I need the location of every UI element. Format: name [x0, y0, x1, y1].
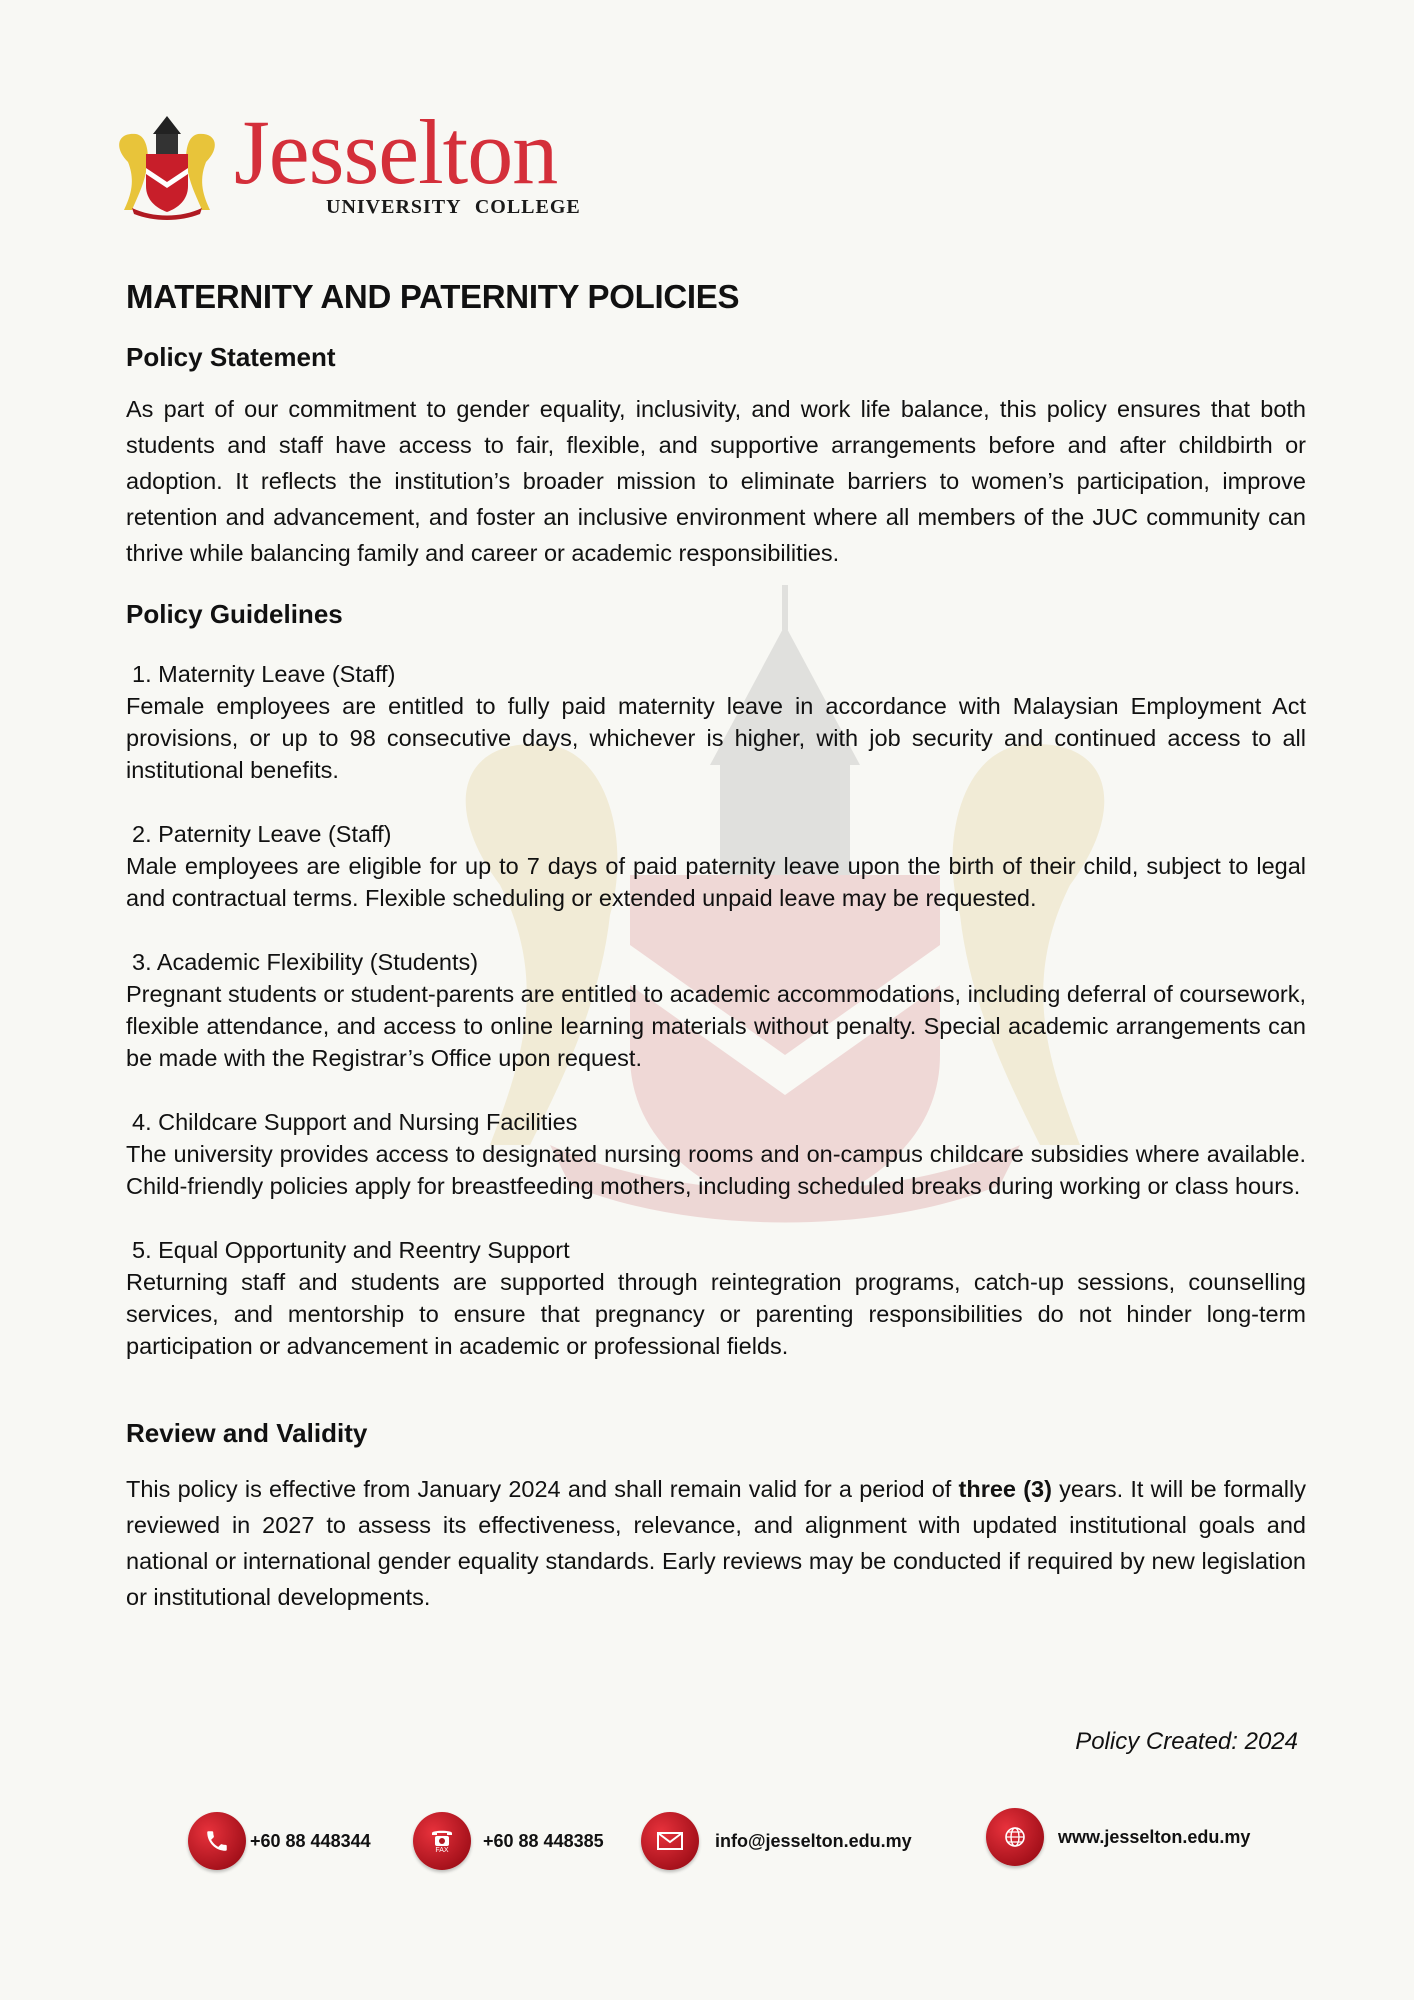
guideline-title: 3. Academic Flexibility (Students): [132, 949, 479, 975]
brand-name: Jesselton: [234, 101, 558, 203]
page-title: MATERNITY AND PATERNITY POLICIES: [126, 278, 740, 315]
section-text: As part of our commitment to gender equality, inclusivity, and work life balance, this policy ensures that both students and staff have access to fair, flexible, and supportive arrangements before and after childbirth or adoption. It reflects the institution’s broader mission to eliminate barriers to women’s participation, improve retention and advancement, and foster an inclusive environment where all members of the JUC community can thrive while balancing family and career or academic responsibilities.: [126, 396, 1306, 566]
globe-icon: [986, 1808, 1044, 1866]
contact-text: www.jesselton.edu.my: [1058, 1826, 1251, 1847]
crest-icon: [108, 112, 226, 220]
footer-contacts: [0, 1812, 1414, 1872]
policy-guidelines-section: [126, 599, 1306, 1362]
guideline-item: [126, 818, 1306, 914]
guideline-text: Returning staff and students are supported through reintegration programs, catch-up sessions, counselling services, and mentorship to ensure that pregnancy or parenting responsibilities do not hinder long-term participation or advancement in academic or professional fields.: [126, 1269, 1306, 1359]
contact-phone[interactable]: [188, 1812, 371, 1870]
fax-icon: [413, 1812, 471, 1870]
guideline-item: [126, 1234, 1306, 1362]
guideline-item: [126, 946, 1306, 1074]
contact-email[interactable]: [641, 1812, 912, 1870]
brand-subtitle: UNIVERSITY COLLEGE: [326, 196, 581, 218]
policy-statement-section: [126, 342, 1306, 571]
guideline-item: [126, 658, 1306, 786]
contact-fax[interactable]: [413, 1812, 604, 1870]
guideline-title: 5. Equal Opportunity and Reentry Support: [132, 1237, 570, 1263]
email-icon: [641, 1812, 699, 1870]
contact-text: +60 88 448385: [483, 1830, 604, 1851]
fax-label: FAX: [435, 1847, 449, 1854]
contact-text: +60 88 448344: [250, 1830, 371, 1851]
review-validity-section: [126, 1418, 1306, 1615]
contact-website[interactable]: [986, 1808, 1250, 1866]
policy-document: [126, 278, 1306, 1615]
guideline-text: Female employees are entitled to fully paid maternity leave in accordance with Malaysian Employment Act provisions, or up to 98 consecutive days, whichever is higher, with job security and continued access to all institutional benefits.: [126, 693, 1306, 783]
section-heading: Policy Statement: [126, 342, 336, 372]
guideline-title: 1. Maternity Leave (Staff): [132, 661, 396, 687]
university-logo: [108, 101, 588, 224]
section-heading: Policy Guidelines: [126, 599, 343, 629]
review-text-before: This policy is effective from January 2024 and shall remain valid for a period of: [126, 1476, 959, 1502]
policy-created-date: Policy Created: 2024: [1075, 1728, 1298, 1755]
review-text-bold: three (3): [958, 1476, 1052, 1502]
contact-text: info@jesselton.edu.my: [715, 1830, 912, 1851]
phone-icon: [188, 1812, 246, 1870]
guideline-text: Male employees are eligible for up to 7 days of paid paternity leave upon the birth of their child, subject to legal and contractual terms. Flexible scheduling or extended unpaid leave may be requested.: [126, 853, 1306, 911]
guideline-item: [126, 1106, 1306, 1202]
guideline-text: The university provides access to designated nursing rooms and on-campus childcare subsidies where available. Child-friendly policies apply for breastfeeding mothers, including scheduled breaks during working or class hours.: [126, 1141, 1306, 1199]
section-heading: Review and Validity: [126, 1418, 368, 1448]
guideline-text: Pregnant students or student-parents are entitled to academic accommodations, including deferral of coursework, flexible attendance, and access to online learning materials without penalty. Special academic arrangements can be made with the Registrar’s Office upon request.: [126, 981, 1306, 1071]
review-text-after: years. It will be formally reviewed in 2027 to assess its effectiveness, relevance, and alignment with updated institutional goals and national or international gender equality standards. Early reviews may be conducted if required by new legislation or institutional developments.: [126, 1476, 1307, 1610]
guideline-title: 4. Childcare Support and Nursing Facilities: [132, 1109, 578, 1135]
guideline-title: 2. Paternity Leave (Staff): [132, 821, 392, 847]
section-text: [126, 1471, 1306, 1615]
